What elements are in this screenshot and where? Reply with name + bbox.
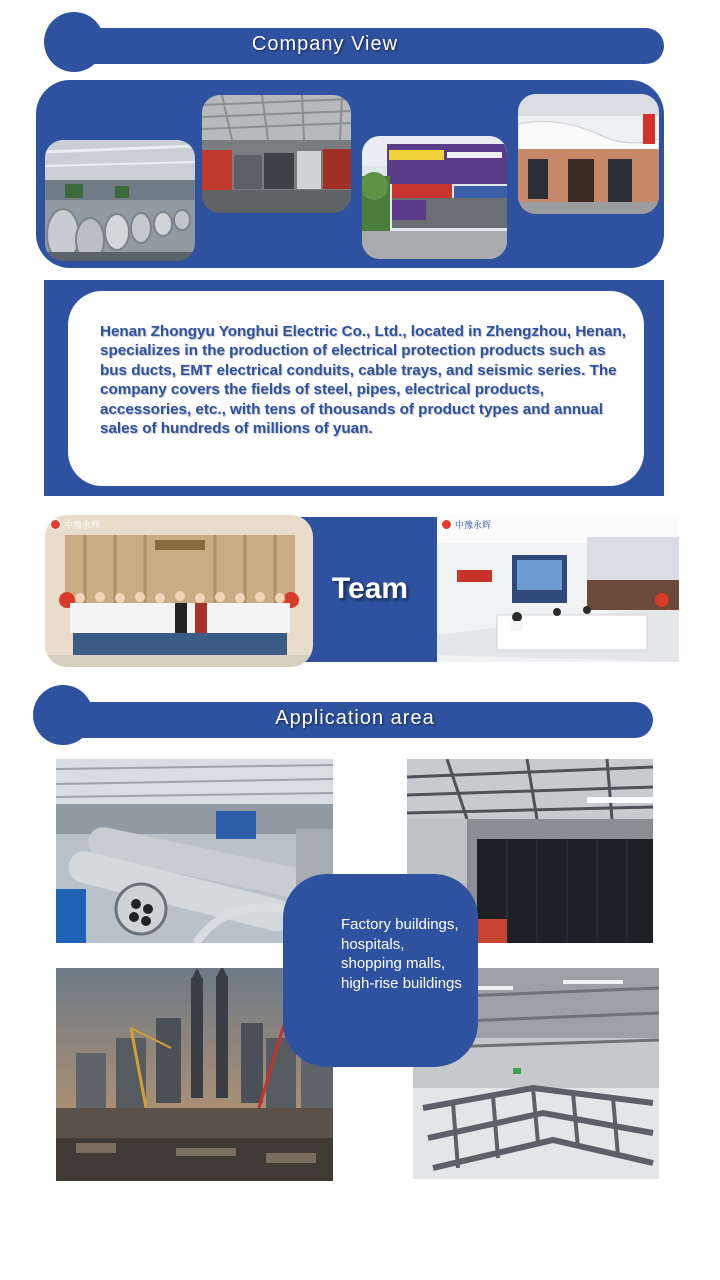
application-title: Application area: [275, 707, 435, 729]
factory-floor-photo: [45, 140, 195, 261]
storefront-photo: [362, 136, 507, 259]
company-description: Henan Zhongyu Yonghui Electric Co., Ltd., located in Zhengzhou, Henan, specializes in the production of electrical protection products such as bus ducts, EMT electrical conduits, cable trays, and seismic series. The company covers the fields of steel, pipes, electrical products, accessories, etc., with tens of thousands of product types and annual sales of hundreds of millions of yuan.: [100, 323, 626, 438]
reception-photo: [437, 515, 679, 662]
team-group-photo: [45, 515, 313, 667]
company-logo-icon: [441, 519, 452, 530]
application-caption: Factory buildings, hospitals, shopping malls, high-rise buildings: [341, 916, 462, 992]
company-logo-icon: [50, 519, 61, 530]
reception-logo-text: 中豫永辉: [455, 520, 492, 530]
team-logo: [50, 518, 100, 531]
company-view-title: Company View: [251, 33, 399, 55]
team-logo-text: 中豫永辉: [64, 520, 101, 530]
company-view-title-dot: [44, 12, 104, 72]
office-building-photo: [518, 94, 659, 214]
application-title-dot: [33, 685, 93, 745]
reception-logo: [441, 518, 491, 531]
warehouse-photo: [202, 95, 351, 213]
team-title: Team: [331, 572, 409, 605]
